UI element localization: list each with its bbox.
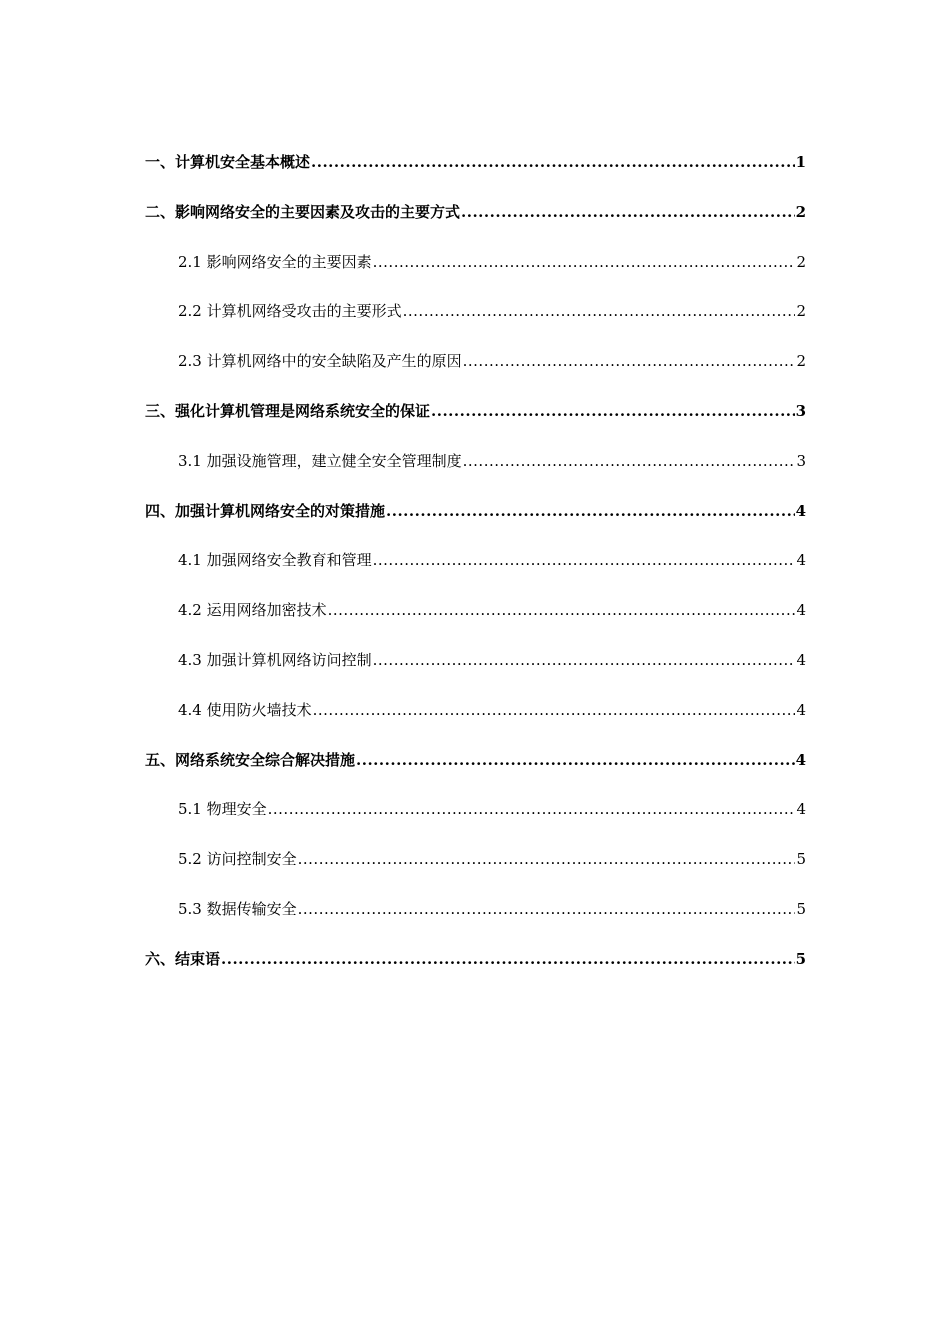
toc-entry[interactable] — [145, 947, 806, 971]
toc-entry-title: 2.2 计算机网络受攻击的主要形式 — [178, 302, 402, 321]
toc-entry[interactable] — [145, 250, 806, 274]
toc-entry-title: 一、计算机安全基本概述 — [145, 153, 311, 171]
toc-leader-dots — [463, 449, 796, 473]
toc-entry[interactable] — [145, 548, 806, 572]
toc-leader-dots — [268, 797, 796, 821]
toc-leader-dots — [386, 499, 795, 523]
toc-entry[interactable] — [145, 897, 806, 921]
toc-entry-title: 4.2 运用网络加密技术 — [178, 601, 327, 620]
toc-entry-page: 2 — [796, 252, 806, 271]
toc-leader-dots — [221, 947, 795, 971]
toc-entry-title: 5.2 访问控制安全 — [178, 850, 297, 869]
toc-entry[interactable] — [145, 648, 806, 672]
toc-entry-page: 5 — [795, 949, 806, 968]
toc-entry-page: 4 — [796, 601, 806, 620]
toc-entry-page: 5 — [796, 899, 806, 918]
toc-entry[interactable] — [145, 349, 806, 373]
toc-entry-title: 三、强化计算机管理是网络系统安全的保证 — [145, 401, 431, 420]
toc-leader-dots — [373, 250, 796, 274]
toc-entry-page: 2 — [796, 302, 806, 321]
toc-entry-page: 3 — [795, 401, 806, 420]
toc-entry-page: 4 — [795, 501, 806, 520]
toc-entry-page: 4 — [796, 650, 806, 669]
toc-leader-dots — [298, 897, 796, 921]
toc-entry-title: 4.1 加强网络安全教育和管理 — [178, 551, 372, 570]
toc-entry-page: 3 — [796, 451, 806, 470]
toc-entry-title: 4.4 使用防火墙技术 — [178, 700, 312, 719]
toc-leader-dots — [311, 150, 795, 174]
toc-entry-title: 二、影响网络安全的主要因素及攻击的主要方式 — [145, 202, 461, 221]
toc-entry-page: 2 — [795, 202, 806, 221]
toc-entry-page: 1 — [795, 153, 806, 171]
toc-entry-title: 2.1 影响网络安全的主要因素 — [178, 252, 372, 271]
toc-entry[interactable] — [145, 200, 806, 224]
toc-entry-page: 4 — [796, 800, 806, 819]
toc-entry[interactable] — [145, 748, 806, 772]
toc-leader-dots — [313, 698, 796, 722]
table-of-contents — [145, 150, 806, 997]
toc-entry[interactable] — [145, 499, 806, 523]
toc-leader-dots — [403, 299, 796, 323]
toc-entry-title: 四、加强计算机网络安全的对策措施 — [145, 501, 386, 520]
toc-leader-dots — [298, 847, 796, 871]
toc-entry-title: 3.1 加强设施管理，建立健全安全管理制度 — [178, 451, 462, 470]
toc-entry-page: 4 — [795, 750, 806, 769]
toc-entry-title: 5.1 物理安全 — [178, 800, 267, 819]
toc-entry-page: 2 — [796, 352, 806, 371]
toc-entry[interactable] — [145, 150, 806, 174]
toc-leader-dots — [373, 648, 796, 672]
toc-leader-dots — [373, 548, 796, 572]
toc-entry[interactable] — [145, 299, 806, 323]
toc-leader-dots — [461, 200, 795, 224]
toc-entry-title: 5.3 数据传输安全 — [178, 899, 297, 918]
toc-entry[interactable] — [145, 847, 806, 871]
toc-leader-dots — [356, 748, 795, 772]
toc-leader-dots — [431, 399, 795, 423]
toc-entry-page: 4 — [796, 551, 806, 570]
toc-entry[interactable] — [145, 797, 806, 821]
toc-entry[interactable] — [145, 449, 806, 473]
toc-entry[interactable] — [145, 399, 806, 423]
toc-entry-title: 六、结束语 — [145, 949, 221, 968]
toc-entry[interactable] — [145, 598, 806, 622]
toc-entry[interactable] — [145, 698, 806, 722]
toc-leader-dots — [328, 598, 796, 622]
toc-entry-title: 2.3 计算机网络中的安全缺陷及产生的原因 — [178, 352, 462, 371]
toc-entry-title: 4.3 加强计算机网络访问控制 — [178, 650, 372, 669]
toc-leader-dots — [463, 349, 796, 373]
toc-entry-page: 4 — [796, 700, 806, 719]
toc-entry-title: 五、网络系统安全综合解决措施 — [145, 750, 356, 769]
toc-entry-page: 5 — [796, 850, 806, 869]
